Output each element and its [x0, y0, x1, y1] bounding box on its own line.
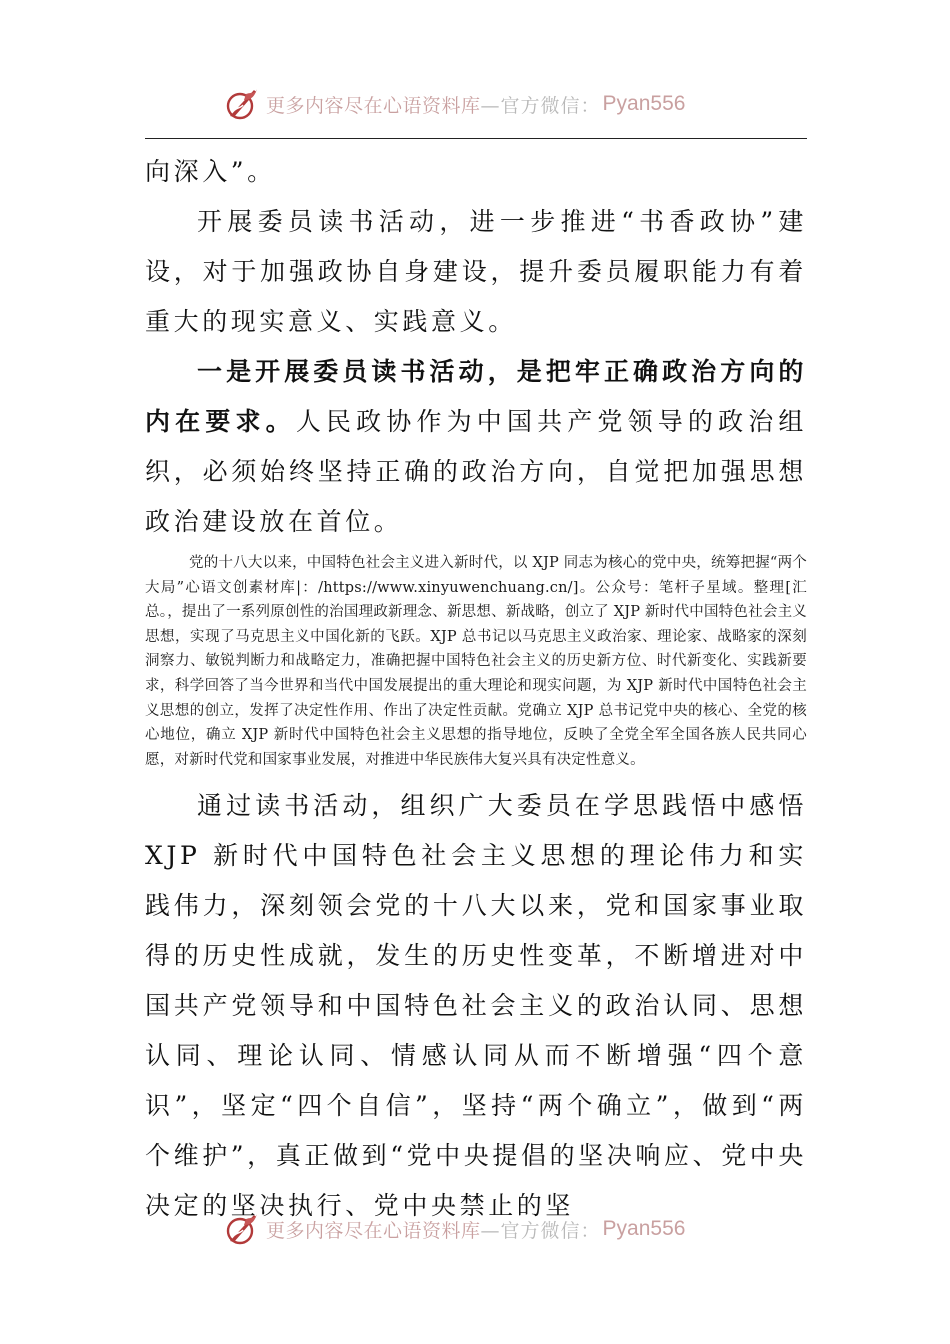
quill-logo-icon — [224, 1211, 260, 1247]
inserted-note-paragraph: 党的十八大以来，中国特色社会主义进入新时代，以 XJP 同志为核心的党中央，统筹把握“两个大局”心语文创素材库|：/https://www.xinyuwenchuang.cn/]。公众号：笔杆子星域。整理[汇总。，提出了一系列原创性的治国理政新理念、新思想、新战略，创立了 XJP 新时代中国特色社会主义思想，实现了马克思主义中国化新的飞跃。XJP 总书记以马克思主义政治家、理论家、战略家的深刻洞察力、敏锐判断力和战略定力，准确把握中国特色社会主义的历史新方位、时代新变化、实践新要求，科学回答了当今世界和当代中国发展提出的重大理论和现实问题，为 XJP 新时代中国特色社会主义思想的创立，发挥了决定性作用、作出了决定性贡献。党确立 XJP 总书记党中央的核心、全党的核心地位，确立 XJP 新时代中国特色社会主义思想的指导地位，反映了全党全军全国各族人民共同心愿，对新时代党和国家事业发展，对推进中华民族伟大复兴具有决定性意义。 — [145, 555, 807, 768]
footer-banner-wechat-id: Pyan556 — [602, 1217, 686, 1240]
header-rule — [145, 138, 807, 139]
paragraph-reading-activity: 通过读书活动，组织广大委员在学思践悟中感悟 XJP 新时代中国特色社会主义思想的理论伟力和实践伟力，深刻领会党的十八大以来，党和国家事业取得的历史性成就，发生的历史性变革，不断增进对中国共产党领导和中国特色社会主义的政治认同、思想认同、理论认同、情感认同从而不断增强“四个意识”，坚定“四个自信”，坚持“两个确立”，做到“两个维护”，真正做到“党中央提倡的坚决响应、党中央决定的坚决执行、党中央禁止的坚 — [145, 791, 807, 1221]
footer-banner — [224, 1209, 744, 1249]
footer-banner-wechat-label: —官方微信： — [480, 1219, 601, 1242]
point-one-heading: 一是开展委员读书活动，是把牢正确政治方向的内在要求。 — [145, 357, 807, 436]
paragraph-point-one — [145, 347, 807, 547]
header-banner-wechat-label: —官方微信： — [480, 94, 601, 117]
point-one-text: 人民政协作为中国共产党领导的政治组织，必须始终坚持正确的政治方向，自觉把加强思想政治建设放在首位。 — [145, 407, 807, 536]
footer-banner-title: 更多内容尽在心语资料库 — [266, 1219, 481, 1242]
quill-logo-icon — [224, 86, 260, 122]
header-banner-wechat-id: Pyan556 — [602, 92, 686, 115]
paragraph-continuation: 向深入”。 — [145, 157, 276, 186]
paragraph-intro: 开展委员读书活动，进一步推进“书香政协”建设，对于加强政协自身建设，提升委员履职能力有着重大的现实意义、实践意义。 — [145, 207, 807, 336]
document-body — [145, 147, 807, 1231]
header-banner — [224, 84, 744, 124]
header-banner-title: 更多内容尽在心语资料库 — [266, 94, 481, 117]
